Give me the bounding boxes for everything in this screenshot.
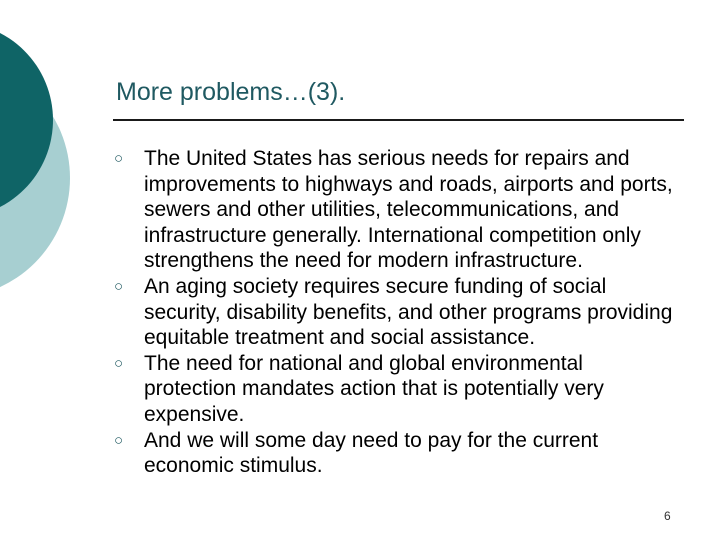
decorative-circles: [0, 0, 120, 300]
bullet-text: And we will some day need to pay for the current economic stimulus.: [144, 428, 599, 478]
bullet-item-aging-society: [114, 274, 674, 351]
bullet-circle-icon: ○: [114, 431, 124, 449]
bullet-circle-icon: ○: [114, 354, 124, 372]
bullet-circle-icon: ○: [114, 150, 124, 167]
bullet-item-stimulus: [114, 428, 674, 479]
bullet-item-infrastructure: [114, 146, 674, 274]
bullet-list: [114, 146, 674, 479]
page-number: 6: [664, 509, 671, 523]
bullet-text: An aging society requires secure funding of social security, disability benefits, and other programs providing equitable treatment and social assistance.: [144, 274, 673, 350]
bullet-item-environment: [114, 351, 674, 428]
bullet-circle-icon: ○: [114, 277, 124, 295]
title-divider: [113, 119, 684, 121]
bullet-text: The United States has serious needs for repairs and improvements to highways and roads, airports and ports, sewers and other utilities, telecommunications, and infrastructure generally. International competition only strengthens the need for modern infrastructure.: [144, 147, 673, 273]
slide-title: More problems…(3).: [116, 78, 346, 106]
bullet-text: The need for national and global environmental protection mandates action that is potentially very expensive.: [144, 351, 604, 426]
